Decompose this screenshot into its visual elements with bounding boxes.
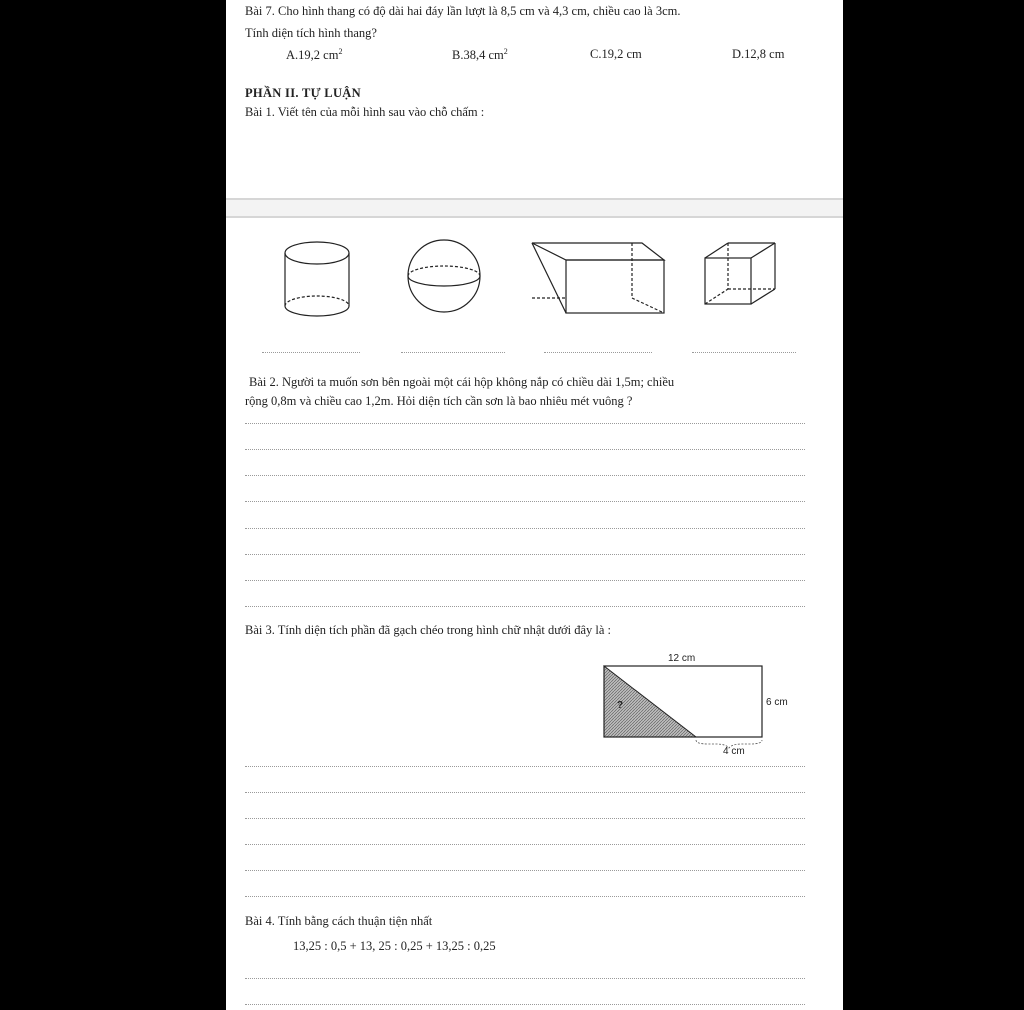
option-a: A.19,2 $cm^2$ [286,47,343,63]
answer-line-sphere[interactable] [401,352,505,353]
answer-line[interactable] [245,423,805,424]
bai2-line2: rộng 0,8m và chiều cao 1,2m. Hỏi diện tích cần sơn là bao nhiêu mét vuông ? [245,394,633,408]
answer-line[interactable] [245,606,805,607]
answer-line[interactable] [245,554,805,555]
answer-line-cube[interactable] [692,352,796,353]
bai4-line1: Bài 4. Tính bằng cách thuận tiện nhất [245,914,433,928]
answer-line[interactable] [245,528,805,529]
bai4-expression: 13,25 : 0,5 + 13, 25 : 0,25 + 13,25 : 0,25 [293,939,496,953]
label-top: 12 cm [668,653,696,664]
bai7-line1: Bài 7. Cho hình thang có độ dài hai đáy lần lượt là 8,5 cm và 4,3 cm, chiều cao là 3cm. [245,4,681,18]
answer-line[interactable] [245,818,805,819]
option-c: C.19,2 cm [590,47,642,61]
answer-line-cylinder[interactable] [262,352,360,353]
label-question: ? [617,700,624,711]
answer-line[interactable] [245,580,805,581]
bai1-prompt: Bài 1. Viết tên của mỗi hình sau vào chỗ chấm : [245,105,485,119]
option-b: B.38,4 $cm^2$ [452,47,508,63]
label-bottom: 4 cm [723,746,745,757]
bai2-line1: Bài 2. Người ta muốn sơn bên ngoài một cái hộp không nắp có chiều dài 1,5m; chiều [249,375,675,389]
answer-line[interactable] [245,896,805,897]
page-break [226,198,843,218]
cylinder-shape [285,242,349,316]
part2-heading: PHẦN II. TỰ LUẬN [245,86,361,100]
answer-line[interactable] [245,870,805,871]
answer-line[interactable] [245,1004,805,1005]
answer-line[interactable] [245,792,805,793]
answer-line[interactable] [245,766,805,767]
bai3-line1: Bài 3. Tính diện tích phần đã gạch chéo trong hình chữ nhật dưới đây là : [245,623,612,637]
sphere-shape [408,240,480,312]
answer-line[interactable] [245,844,805,845]
shapes-figure [226,228,843,358]
cube-shape [705,243,775,304]
answer-line[interactable] [245,501,805,502]
option-d: D.12,8 cm [732,47,785,61]
bai7-line2: Tính diện tích hình thang? [245,26,377,40]
worksheet-page [226,0,843,1010]
prism-shape [532,243,664,313]
answer-line[interactable] [245,475,805,476]
answer-line[interactable] [245,978,805,979]
answer-line-prism[interactable] [544,352,652,353]
label-right: 6 cm [766,697,788,708]
answer-line[interactable] [245,449,805,450]
